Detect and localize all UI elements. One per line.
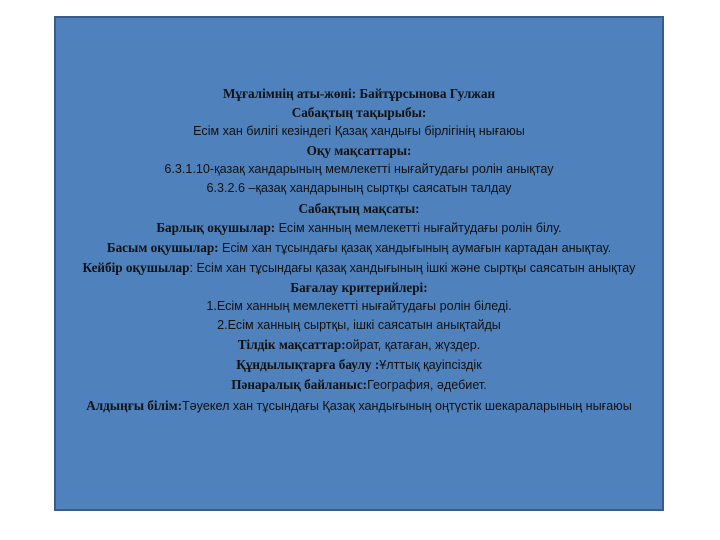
values-text: Ұлттық қауіпсіздік (379, 358, 482, 373)
goal-some-students (56, 258, 662, 278)
criteria-label: Бағалау критерийлері: (290, 279, 428, 295)
all-students-label: Барлық оқушылар: (156, 219, 276, 235)
language-goals (56, 335, 662, 355)
lesson-plan-text (56, 84, 662, 416)
objective-2: 6.3.2.6 –қазақ хандарының сыртқы саясатын талдау (206, 181, 512, 196)
slide-panel (54, 16, 664, 511)
prior-knowledge (56, 396, 662, 416)
values (56, 355, 662, 375)
objectives-label: Оқу мақсаттары: (306, 143, 412, 159)
criteria-2: 2.Есім ханның сыртқы, ішкі саясатын анықтайды (217, 318, 501, 333)
all-students-text: Есім ханның мемлекетті нығайтудағы ролін білу. (275, 220, 562, 235)
objective-1: 6.3.1.10-қазақ хандарының мемлекетті нығайтудағы ролін анықтау (164, 162, 554, 177)
topic-label: Сабақтың тақырыбы: (291, 105, 427, 121)
goal-most-students (56, 238, 662, 258)
some-students-label: Кейбір оқушылар (82, 259, 190, 275)
most-students-label: Басым оқушылар: (106, 239, 219, 255)
lesson-goal-label: Сабақтың мақсаты: (298, 200, 420, 216)
cross-label: Пәнаралық байланыс: (231, 377, 368, 393)
some-students-text: : Есім хан тұсындағы қазақ хандығының ішкі және сыртқы саясатын анықтау (189, 260, 636, 275)
cross-text: География, әдебиет. (367, 378, 487, 393)
most-students-text: Есім хан тұсындағы қазақ хандығының аумағын картадан анықтау. (218, 240, 612, 255)
goal-all-students (56, 218, 662, 238)
topic-text: Есім хан билігі кезіндегі Қазақ хандығы бірлігінің нығаюы (193, 124, 525, 139)
language-text: ойрат, қатаған, жүздер. (345, 338, 481, 353)
teacher-name: Мұғалімнің аты-жөні: Байтұрсынова Гулжан (222, 86, 496, 101)
criteria-1: 1.Есім ханның мемлекетті нығайтудағы ролін біледі. (206, 299, 512, 314)
prior-label: Алдыңғы білім: (86, 397, 182, 413)
prior-text: Тәуекел хан тұсындағы Қазақ хандығының оңтүстік шекараларының нығаюы (181, 398, 632, 413)
values-label: Құндылықтарға баулу : (236, 357, 380, 373)
cross-curricular (56, 375, 662, 395)
language-label: Тілдік мақсаттар: (237, 337, 346, 353)
